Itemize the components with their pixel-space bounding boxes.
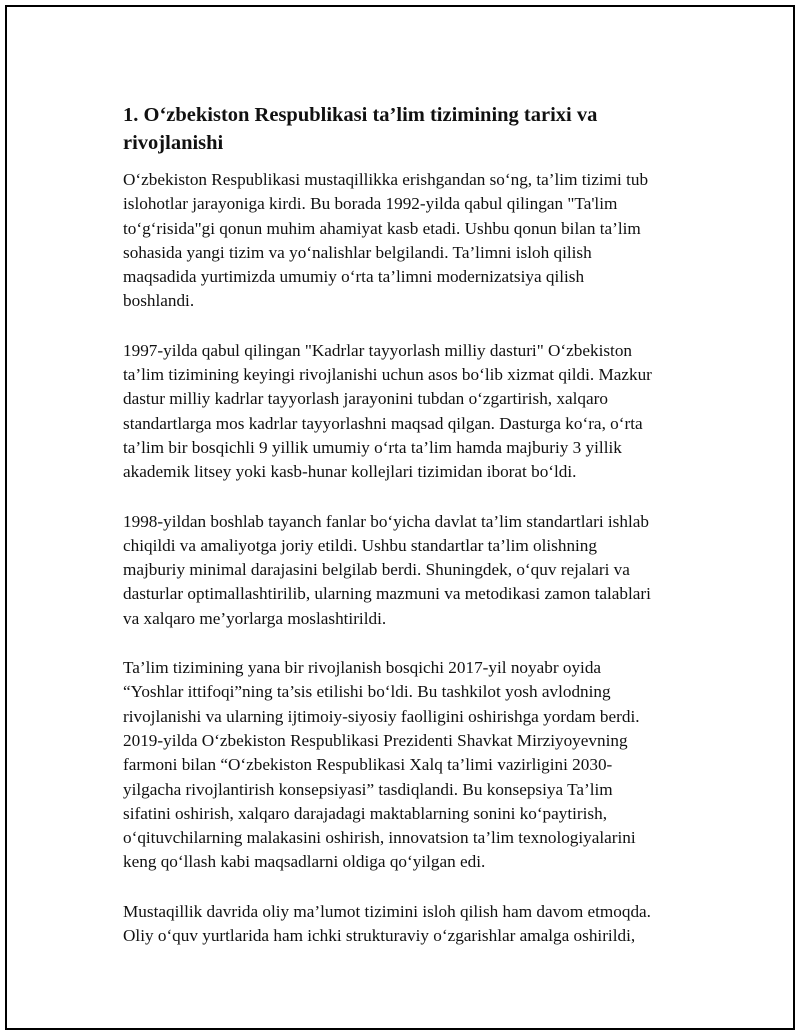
- text-line: O‘zbekiston Respublikasi mustaqillikka erishgandan so‘ng, ta’lim tizimi tub: [123, 170, 649, 189]
- text-line: standartlarga mos kadrlar tayyorlashni maqsad qilgan. Dasturga ko‘ra, o‘rta: [123, 413, 643, 433]
- paragraph-2: [123, 339, 709, 485]
- text-line: akademik litsey yoki kasb-hunar kollejlari tizimidan iborat bo‘ldi.: [123, 462, 577, 482]
- text-line: Mustaqillik davrida oliy ma’lumot tizimini isloh qilish ham davom etmoqda.: [123, 901, 651, 921]
- text-line: Oliy o‘quv yurtlarida ham ichki strukturaviy o‘zgarishlar amalga oshirildi,: [123, 926, 636, 946]
- paragraph-3: [123, 510, 709, 631]
- text-line: 1998-yildan boshlab tayanch fanlar bo‘yicha davlat ta’lim standartlari ishlab: [123, 511, 649, 531]
- text-line: ta’lim bir bosqichli 9 yillik umumiy o‘rta ta’lim hamda majburiy 3 yillik: [123, 437, 622, 457]
- document-page: [5, 5, 795, 1030]
- text-line: majburiy minimal darajasini belgilab berdi. Shuningdek, o‘quv rejalari va: [123, 560, 630, 580]
- text-line: farmoni bilan “O‘zbekiston Respublikasi Xalq ta’limi vazirligini 2030-: [123, 755, 613, 775]
- text-line: rivojlanishi va ularning ijtimoiy-siyosiy faolligini oshirishga yordam berdi.: [123, 706, 640, 726]
- text-line: dastur milliy kadrlar tayyorlash jarayonini tubdan o‘zgartirish, xalqaro: [123, 389, 608, 409]
- text-line: yilgacha rivojlantirish konsepsiyasi” tasdiqlandi. Bu konsepsiya Ta’lim: [123, 779, 613, 799]
- text-line: keng qo‘llash kabi maqsadlarni oldiga qo‘yilgan edi.: [123, 852, 486, 872]
- text-line: 2019-yilda O‘zbekiston Respublikasi Prezidenti Shavkat Mirziyoyevning: [123, 730, 628, 750]
- section-heading: [123, 101, 709, 157]
- text-line: maqsadida yurtimizda umumiy o‘rta ta’limni modernizatsiya qilish: [123, 267, 585, 287]
- text-line: “Yoshlar ittifoqi”ning ta’sis etilishi bo‘ldi. Bu tashkilot yosh avlodning: [123, 682, 611, 702]
- text-line: 1997-yilda qabul qilingan "Kadrlar tayyorlash milliy dasturi" O‘zbekiston: [123, 340, 633, 360]
- heading-line: 1. O‘zbekiston Respublikasi ta’lim tizimining tarixi va: [123, 104, 598, 126]
- heading-line: rivojlanishi: [123, 132, 224, 154]
- paragraph-4: [123, 656, 709, 875]
- text-line: va xalqaro me’yorlarga moslashtirildi.: [123, 608, 387, 628]
- text-line: dasturlar optimallashtirilib, ularning mazmuni va metodikasi zamon talablari: [123, 584, 651, 604]
- document-body: [123, 101, 709, 973]
- text-line: islohotlar jarayoniga kirdi. Bu borada 1992-yilda qabul qilingan "Ta'lim: [123, 194, 618, 214]
- text-line: ta’lim tizimining keyingi rivojlanishi uchun asos bo‘lib xizmat qildi. Mazkur: [123, 365, 652, 385]
- text-line: Ta’lim tizimining yana bir rivojlanish bosqichi 2017-yil noyabr oyida: [123, 658, 602, 678]
- text-line: sifatini oshirish, xalqaro darajadagi maktablarning sonini ko‘paytirish,: [123, 803, 608, 823]
- text-line: to‘g‘risida"gi qonun muhim ahamiyat kasb etadi. Ushbu qonun bilan ta’lim: [123, 218, 641, 238]
- text-line: boshlandi.: [123, 291, 195, 311]
- text-line: chiqildi va amaliyotga joriy etildi. Ushbu standartlar ta’lim olishning: [123, 535, 597, 555]
- text-line: o‘qituvchilarning malakasini oshirish, innovatsion ta’lim texnologiyalarini: [123, 828, 636, 848]
- text-line: sohasida yangi tizim va yo‘nalishlar belgilandi. Ta’limni isloh qilish: [123, 242, 592, 262]
- paragraph-5: [123, 900, 709, 949]
- paragraph-1: [123, 168, 709, 314]
